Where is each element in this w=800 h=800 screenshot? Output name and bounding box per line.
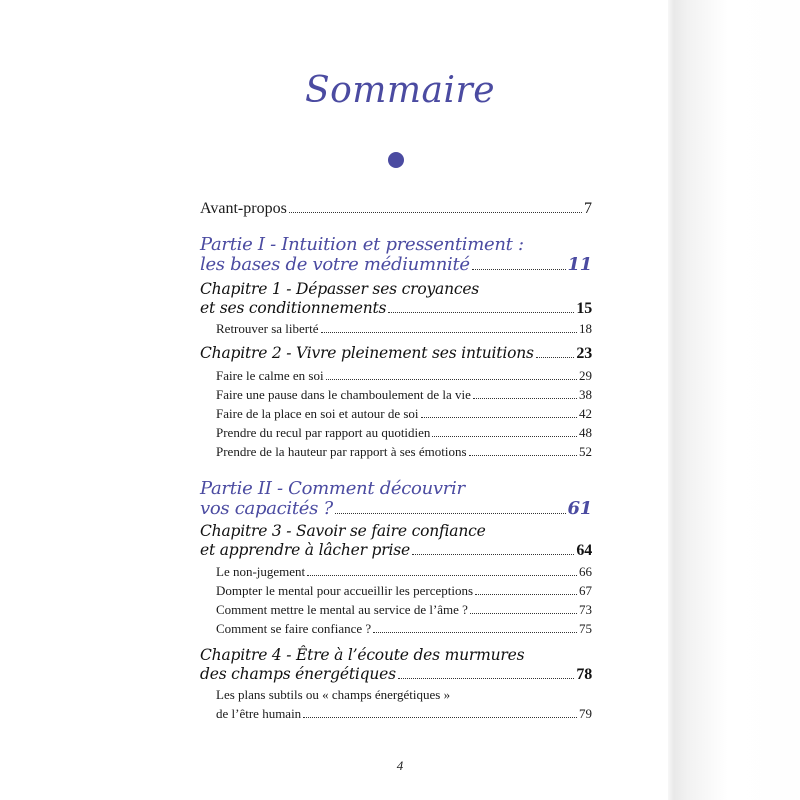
toc-entry-avant-propos[interactable] [200, 200, 592, 218]
toc-entry-label-continued: les bases de votre médiumnité [200, 254, 470, 275]
page-title: Sommaire [304, 70, 496, 111]
toc-entry-page: 75 [579, 621, 592, 636]
leader-dots [289, 212, 582, 213]
toc-entry-page: 15 [576, 300, 592, 317]
toc-entry-page: 64 [576, 542, 592, 559]
toc-entry-label: Faire le calme en soi [216, 368, 324, 383]
toc-entry-page: 48 [579, 425, 592, 440]
toc-entry-label: Chapitre 1 - Dépasser ses croyances [200, 280, 480, 298]
toc-entry-label: Avant-propos [200, 200, 287, 217]
leader-dots [326, 379, 577, 380]
toc-entry-page: 23 [576, 345, 592, 362]
leader-dots [432, 436, 577, 437]
toc-entry-label: Partie II - Comment découvrir [200, 478, 465, 499]
toc-entry-page: 66 [579, 564, 592, 579]
leader-dots [469, 455, 577, 456]
leader-dots [335, 513, 566, 514]
toc-entry-label: Prendre du recul par rapport au quotidien [216, 425, 431, 440]
leader-dots [472, 269, 566, 270]
toc-entry-section[interactable] [216, 406, 592, 422]
toc-entry-label: Comment mettre le mental au service de l’âme ? [216, 602, 468, 617]
toc-entry-section[interactable] [216, 425, 592, 441]
toc-entry-page: 67 [579, 583, 592, 598]
leader-dots [473, 398, 577, 399]
leader-dots [303, 717, 577, 718]
toc-entry-label: Prendre de la hauteur par rapport à ses émotions [216, 444, 467, 459]
leader-dots [398, 678, 575, 679]
toc-entry-page: 7 [584, 200, 592, 217]
toc-entry-label: Faire une pause dans le chamboulement de la vie [216, 387, 471, 402]
toc-entry-page: 11 [567, 254, 592, 275]
toc-entry-label-continued: et ses conditionnements [200, 299, 387, 317]
toc-entry-section[interactable] [216, 621, 592, 637]
toc-entry-label: Chapitre 4 - Être à l’écoute des murmures [200, 646, 525, 664]
toc-entry-label: Comment se faire confiance ? [216, 621, 372, 636]
toc-entry-page: 52 [579, 444, 592, 459]
page-number: 4 [396, 758, 404, 773]
toc-entry-page: 61 [567, 498, 592, 519]
toc-entry-section[interactable] [216, 444, 592, 460]
leader-dots [321, 332, 577, 333]
toc-entry-page: 38 [579, 387, 592, 402]
toc-entry-label: Le non-jugement [216, 564, 306, 579]
toc-entry-section[interactable] [216, 368, 592, 384]
leader-dots [307, 575, 577, 576]
leader-dots [475, 594, 577, 595]
toc-entry-section[interactable] [216, 583, 592, 599]
leader-dots [536, 357, 575, 358]
toc-entry-label: Partie I - Intuition et pressentiment : [200, 234, 524, 255]
toc-entry-label-continued: et apprendre à lâcher prise [200, 541, 410, 559]
toc-entry-label-continued: vos capacités ? [200, 498, 333, 519]
toc-entry-section[interactable] [216, 321, 592, 337]
toc-entry-label: Retrouver sa liberté [216, 321, 319, 336]
toc-entry-page: 29 [579, 368, 592, 383]
toc-entry-label-continued: de l’être humain [216, 706, 302, 721]
toc-entry-label: Dompter le mental pour accueillir les perceptions [216, 583, 474, 598]
toc-entry-label: Faire de la place en soi et autour de soi [216, 406, 419, 421]
toc-entry-chapitre-2[interactable] [200, 344, 592, 363]
toc-entry-page: 42 [579, 406, 592, 421]
leader-dots [421, 417, 577, 418]
toc-entry-page: 73 [579, 602, 592, 617]
ornament-dot-icon [388, 152, 404, 168]
toc-entry-label: Les plans subtils ou « champs énergétiques » [216, 687, 451, 702]
leader-dots [412, 554, 574, 555]
leader-dots [388, 312, 574, 313]
toc-entry-page: 79 [579, 706, 592, 721]
toc-entry-label: Chapitre 3 - Savoir se faire confiance [200, 522, 486, 540]
toc-entry-section[interactable] [216, 602, 592, 618]
toc-entry-section[interactable] [216, 387, 592, 403]
leader-dots [470, 613, 577, 614]
toc-entry-page: 78 [576, 666, 592, 683]
toc-entry-page: 18 [579, 321, 592, 336]
toc-entry-section[interactable] [216, 564, 592, 580]
page-gutter-shadow [668, 0, 800, 800]
toc-entry-label-continued: des champs énergétiques [200, 665, 396, 683]
leader-dots [373, 632, 577, 633]
toc-entry-label: Chapitre 2 - Vivre pleinement ses intuitions [200, 344, 534, 362]
